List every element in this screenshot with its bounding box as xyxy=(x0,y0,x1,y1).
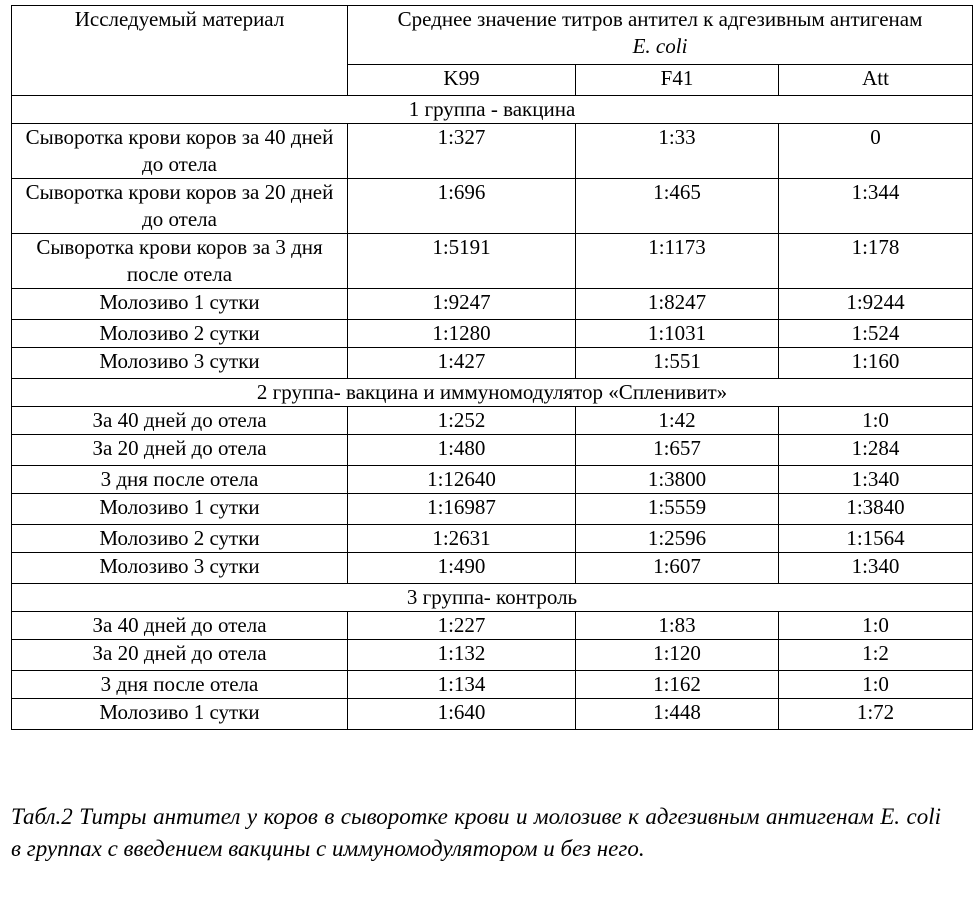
att-cell: 1:2 xyxy=(779,640,973,671)
group-header-row xyxy=(12,584,973,612)
material-cell: За 20 дней до отела xyxy=(12,640,348,671)
f41-cell: 1:1173 xyxy=(576,234,779,289)
k99-cell: 1:480 xyxy=(348,435,576,466)
table-row xyxy=(12,407,973,435)
material-cell: Молозиво 2 сутки xyxy=(12,320,348,348)
att-cell: 1:524 xyxy=(779,320,973,348)
group-title: 1 группа - вакцина xyxy=(12,96,973,124)
att-cell: 1:72 xyxy=(779,699,973,730)
titers-table xyxy=(11,5,973,730)
k99-cell: 1:327 xyxy=(348,124,576,179)
att-cell: 1:340 xyxy=(779,466,973,494)
f41-cell: 1:120 xyxy=(576,640,779,671)
group-title: 3 группа- контроль xyxy=(12,584,973,612)
k99-cell: 1:16987 xyxy=(348,494,576,525)
group-header-row xyxy=(12,379,973,407)
f41-cell: 1:607 xyxy=(576,553,779,584)
material-cell: За 40 дней до отела xyxy=(12,612,348,640)
f41-cell: 1:42 xyxy=(576,407,779,435)
material-cell: За 20 дней до отела xyxy=(12,435,348,466)
table-caption: Табл.2 Титры антител у коров в сыворотке крови и молозиве к адгезивным антигенам E. coli в группах с введением вакцины с иммуномодулятором и без него. xyxy=(11,804,941,861)
group-header-row xyxy=(12,96,973,124)
f41-cell: 1:83 xyxy=(576,612,779,640)
header-material: Исследуемый материал xyxy=(12,6,348,96)
k99-cell: 1:9247 xyxy=(348,289,576,320)
column-header-att: Att xyxy=(779,65,973,96)
att-cell: 1:1564 xyxy=(779,525,973,553)
att-cell: 0 xyxy=(779,124,973,179)
k99-cell: 1:1280 xyxy=(348,320,576,348)
k99-cell: 1:132 xyxy=(348,640,576,671)
table-row xyxy=(12,494,973,525)
k99-cell: 1:640 xyxy=(348,699,576,730)
header-mean-label: Среднее значение титров антител к адгезивным антигенам xyxy=(397,7,923,31)
group-title: 2 группа- вакцина и иммуномодулятор «Спленивит» xyxy=(12,379,973,407)
header-row xyxy=(12,6,973,65)
f41-cell: 1:162 xyxy=(576,671,779,699)
att-cell: 1:160 xyxy=(779,348,973,379)
att-cell: 1:9244 xyxy=(779,289,973,320)
material-cell: Молозиво 2 сутки xyxy=(12,525,348,553)
k99-cell: 1:2631 xyxy=(348,525,576,553)
material-cell: 3 дня после отела xyxy=(12,466,348,494)
material-cell: Сыворотка крови коров за 3 дня после отела xyxy=(12,234,348,289)
material-cell: Молозиво 3 сутки xyxy=(12,553,348,584)
att-cell: 1:284 xyxy=(779,435,973,466)
table-row xyxy=(12,179,973,234)
table-row xyxy=(12,234,973,289)
f41-cell: 1:551 xyxy=(576,348,779,379)
k99-cell: 1:490 xyxy=(348,553,576,584)
f41-cell: 1:1031 xyxy=(576,320,779,348)
f41-cell: 1:657 xyxy=(576,435,779,466)
k99-cell: 1:427 xyxy=(348,348,576,379)
column-header-k99: K99 xyxy=(348,65,576,96)
table-row xyxy=(12,289,973,320)
f41-cell: 1:465 xyxy=(576,179,779,234)
material-cell: Молозиво 1 сутки xyxy=(12,699,348,730)
att-cell: 1:178 xyxy=(779,234,973,289)
table-row xyxy=(12,124,973,179)
document-page xyxy=(11,5,972,730)
table-row xyxy=(12,640,973,671)
table-row xyxy=(12,435,973,466)
att-cell: 1:0 xyxy=(779,407,973,435)
att-cell: 1:0 xyxy=(779,612,973,640)
material-cell: Сыворотка крови коров за 20 дней до отела xyxy=(12,179,348,234)
table-body xyxy=(12,96,973,730)
k99-cell: 1:227 xyxy=(348,612,576,640)
column-header-f41: F41 xyxy=(576,65,779,96)
material-cell: За 40 дней до отела xyxy=(12,407,348,435)
k99-cell: 1:5191 xyxy=(348,234,576,289)
table-row xyxy=(12,612,973,640)
att-cell: 1:3840 xyxy=(779,494,973,525)
table-row xyxy=(12,348,973,379)
k99-cell: 1:12640 xyxy=(348,466,576,494)
f41-cell: 1:3800 xyxy=(576,466,779,494)
att-cell: 1:0 xyxy=(779,671,973,699)
table-row xyxy=(12,320,973,348)
header-mean-titers xyxy=(348,6,973,65)
k99-cell: 1:696 xyxy=(348,179,576,234)
att-cell: 1:344 xyxy=(779,179,973,234)
material-cell: Сыворотка крови коров за 40 дней до отела xyxy=(12,124,348,179)
table-row xyxy=(12,553,973,584)
f41-cell: 1:2596 xyxy=(576,525,779,553)
k99-cell: 1:252 xyxy=(348,407,576,435)
table-row xyxy=(12,671,973,699)
table-row xyxy=(12,699,973,730)
material-cell: Молозиво 3 сутки xyxy=(12,348,348,379)
f41-cell: 1:5559 xyxy=(576,494,779,525)
f41-cell: 1:33 xyxy=(576,124,779,179)
table-row xyxy=(12,466,973,494)
material-cell: 3 дня после отела xyxy=(12,671,348,699)
att-cell: 1:340 xyxy=(779,553,973,584)
k99-cell: 1:134 xyxy=(348,671,576,699)
material-cell: Молозиво 1 сутки xyxy=(12,494,348,525)
f41-cell: 1:448 xyxy=(576,699,779,730)
material-cell: Молозиво 1 сутки xyxy=(12,289,348,320)
header-species-label: E. coli xyxy=(632,34,688,58)
table-row xyxy=(12,525,973,553)
f41-cell: 1:8247 xyxy=(576,289,779,320)
